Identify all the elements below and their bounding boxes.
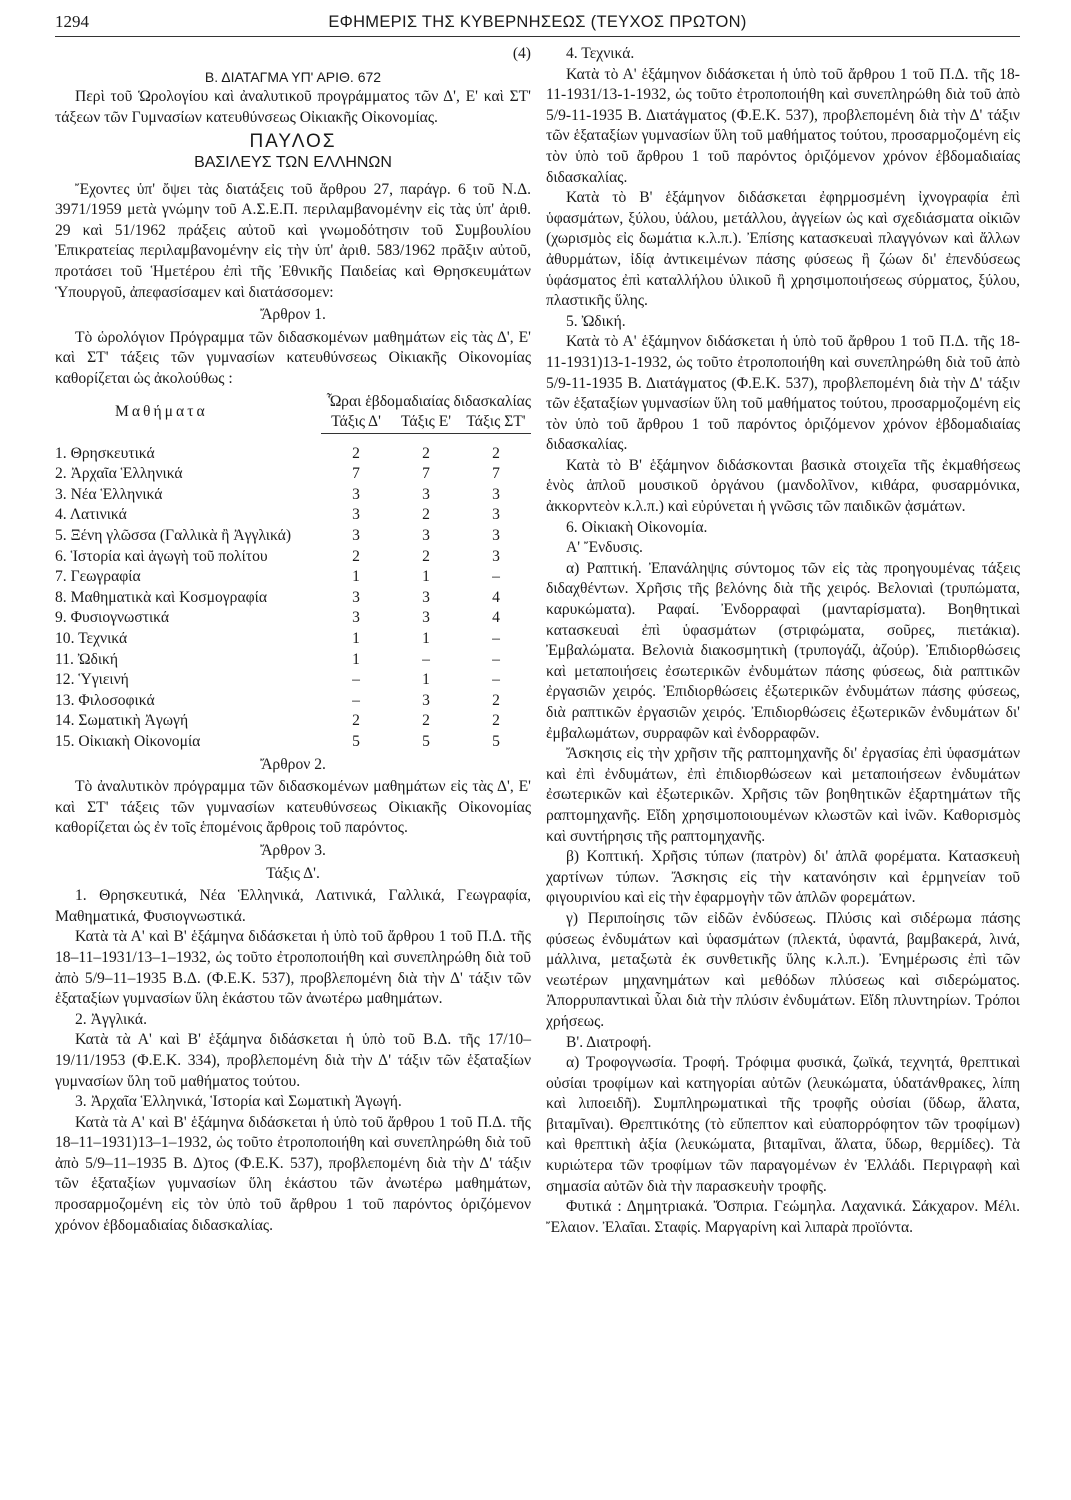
table-row <box>55 711 531 732</box>
subject-cell: 5. Ξένη γλῶσσα (Γαλλικὰ ἢ Ἀγγλικά) <box>55 527 292 545</box>
paragraph: 3. Ἀρχαῖα Ἑλληνικά, Ἱστορία καὶ Σωματικὴ Ἀγωγή. <box>75 1093 402 1111</box>
hours-cell: 1 <box>422 630 430 648</box>
paragraph: α) Ραπτική. Ἐπανάληψις σύντομος τῶν εἰς τὰς προηγουμένας τάξεις διδαχθέντων. Χρῆσις τῆς βελόνης διὰ τῆς χειρός. Βελονιαὶ (τρυπώματα, καρυκώματα). Ραφαί. Ἐνδορραφαὶ (μανταρίσματα). Βοηθητικαὶ κατασκευαὶ ἐπὶ ὑφασμάτων (στριφώματα, σοῦρες, πιετάκια). Ἐμβαλώματα. Βελονιὰ διακοσμητικὴ (τρυπογάζι, ἀζούρ). Ἐπιδιορθώσεις καὶ μεταποιήσεις ἐσωτερικῶν ἐνδυμάτων πάσης φύσεως, διὰ ραπτικῶν ἐργασιῶν χειρός. Ἐπιδιορθώσεις ἐξωτερικῶν ἐνδυμάτων πάσης φύσεως, διὰ ραπτικῶν ἐργασιῶν χειρός. Ἐπιδιορθώσεις ἐξωτερικῶν ἐνδυμάτων δι' ἐμβαλωμάτων, συρραφῶν καὶ ἐνδορραφῶν. <box>546 559 1020 742</box>
paragraph: Περὶ τοῦ Ὡρολογίου καὶ ἀναλυτικοῦ προγράμματος τῶν Δ', Ε' καὶ ΣΤ' τάξεων τῶν Γυμνασίων κατευθύνσεως Οἰκιακῆς Οἰκονομίας. <box>55 88 531 126</box>
paragraph: Β'. Διατροφή. <box>566 1033 652 1051</box>
hours-cell: 1 <box>422 671 430 689</box>
subject-cell: 14. Σωματικὴ Ἀγωγή <box>55 712 189 730</box>
subject-cell: 4. Λατινικά <box>55 506 127 524</box>
page-number: 1294 <box>55 12 89 31</box>
hours-cell: – <box>492 650 500 668</box>
right-column <box>546 44 1020 1238</box>
hours-group-header: Ὧραι ἑβδομαδιαίας διδασκαλίας <box>326 392 531 410</box>
hours-cell: 3 <box>422 609 430 627</box>
table-row <box>55 547 531 568</box>
hours-cell: 3 <box>492 485 500 503</box>
hours-cell: 3 <box>352 527 360 545</box>
paragraph: 4. Τεχνικά. <box>566 45 635 62</box>
table-row <box>55 444 531 465</box>
hours-cell: 3 <box>352 506 360 524</box>
hours-cell: 5 <box>492 733 500 750</box>
paragraph: 6. Οἰκιακὴ Οἰκονομία. <box>566 518 708 536</box>
table-spacer <box>55 433 531 444</box>
paragraph: Κατὰ τὰ Α' καὶ Β' ἑξάμηνα διδάσκεται ἡ ὑπὸ τοῦ Β.Δ. τῆς 17/10–19/11/1953 (Φ.Ε.Κ. 334), προβλεπομένη διὰ τὴν Δ' τάξιν τῶν ἑξαταξίων γυμνασίων ὕλη τοῦ μαθήματος τούτου. <box>55 1031 531 1090</box>
hours-cell: 2 <box>492 444 500 462</box>
paragraph: Φυτικά : Δημητριακά. Ὄσπρια. Γεώμηλα. Λαχανικά. Σάκχαρον. Μέλι. Ἔλαιον. Ἐλαῖαι. Σταφίς. Μαργαρίνη καὶ λιπαρὰ προϊόντα. <box>546 1198 1020 1236</box>
hours-cell: 3 <box>422 527 430 545</box>
hours-cell: 3 <box>492 506 500 524</box>
paragraph: Τὸ ἀναλυτικὸν πρόγραμμα τῶν διδασκομένων μαθημάτων εἰς τὰς Δ', Ε' καὶ ΣΤ' τάξεις τῶν γυμνασίων κατευθύνσεως Οἰκιακῆς Οἰκονομίας καθορίζεται ὡς ἐν τοῖς ἑπομένοις ἄρθροις τοῦ παρόντος. <box>55 778 531 837</box>
hours-cell: 4 <box>492 588 500 606</box>
paragraph: Κατὰ τὸ Α' ἑξάμηνον διδάσκεται ἡ ὑπὸ τοῦ ἄρθρου 1 τοῦ Π.Δ. τῆς 18-11-1931)13-1-1932, ὡς τοῦτο ἐτροποποιήθη καὶ συνεπληρώθη διὰ τοῦ ἀπὸ 5/9-11-1935 Β. Διατάγματος (Φ.Ε.Κ. 537), προβλεπομένη διὰ τὴν Δ' τάξιν τῶν ἑξαταξίων γυμνασίων ὕλη τοῦ μαθήματος τούτου, προσαρμοζομένη εἰς τὸν ὑπὸ τοῦ ἄρθρου 1 τοῦ παρόντος ὁριζόμενον χρόνον ἑβδομαδιαίας διδασκαλίας. <box>546 333 1020 454</box>
subject-cell: 7. Γεωγραφία <box>55 568 141 586</box>
paragraph: 1. Θρησκευτικά, Νέα Ἑλληνικά, Λατινικά, Γαλλικά, Γεωγραφία, Μαθηματικά, Φυσιογνωστικά. <box>55 887 531 925</box>
paragraph: Κατὰ τὸ Β' ἑξάμηνον διδάσκεται ἐφηρμοσμένη ἰχνογραφία ἐπὶ ὑφασμάτων, ξύλου, ὑάλου, μετάλλου, ἀγγείων ὡς καὶ σχεδιάσματα οἰκιῶν (χωρισμὸς εἰς δωμάτια κ.λ.π.). Ἐπίσης κατασκευαὶ πλαγγόνων καὶ ἄλλων ἀθυρμάτων, ἰδίᾳ ἀντικειμένων πάσης φύσεως ἢ ζώων δι' ἐπενδύσεως ὑφάσματος ἐπὶ καταλλήλου ὑλικοῦ ἢ χρησιμοποιήσεως σύρματος, ξύλου, πλαστικῆς ὕλης. <box>546 189 1020 310</box>
hours-cell: 2 <box>352 444 360 462</box>
paragraph: Κατὰ τὰ Α' καὶ Β' ἑξάμηνα διδάσκεται ἡ ὑπὸ τοῦ ἄρθρου 1 τοῦ Π.Δ. τῆς 18–11–1931/13–1–1932, ὡς τοῦτο ἐτροποποιήθη καὶ συνεπληρώθη διὰ τοῦ ἀπὸ 5/9–11–1935 Β.Δ. (Φ.Ε.Κ. 537), προβλεπομένη διὰ τὴν Δ' τάξιν τῶν ἑξαταξίων γυμνασίων ὕλη ἑκάστου τῶν ἀνωτέρω μαθημάτων. <box>55 928 531 1008</box>
hours-cell: – <box>352 671 360 689</box>
page-header <box>55 10 1020 37</box>
article-heading: Ἄρθρον 2. <box>260 755 326 773</box>
hours-cell: 2 <box>492 691 500 709</box>
hours-cell: – <box>492 671 500 689</box>
paragraph: Ἔχοντες ὑπ' ὄψει τὰς διατάξεις τοῦ ἄρθρου 27, παράγρ. 6 τοῦ Ν.Δ. 3971/1959 μετὰ γνώμην τοῦ Α.Σ.Ε.Π. περιλαμβανομένην εἰς τὰς ὑπ' ἀριθ. 29 καὶ 51/1962 πράξεις αὐτοῦ καὶ γνωμοδότησιν τοῦ Συμβουλίου Ἐπικρατείας περιλαμβανομένην εἰς τὴν ὑπ' ἀριθ. 583/1962 πρᾶξιν αὐτοῦ, προτάσει τοῦ Ἡμετέρου ἐπὶ τῆς Ἐθνικῆς Παιδείας καὶ Θρησκευμάτων Ὑπουργοῦ, ἀπεφασίσαμεν καὶ διατάσσομεν: <box>55 180 531 301</box>
hours-cell: 5 <box>422 733 430 750</box>
table-row <box>55 691 531 712</box>
table-row <box>55 608 531 629</box>
hours-cell: – <box>422 650 430 668</box>
subject-cell: 15. Οἰκιακὴ Οἰκονομία <box>55 733 201 750</box>
paragraph: α) Τροφογνωσία. Τροφή. Τρόφιμα φυσικά, ζωϊκά, τεχνητά, θρεπτικαὶ οὐσίαι τροφίμων καὶ κατηγορίαι αὐτῶν (λευκώματα, ὑδατάνθρακες, λίπη καὶ λιποειδῆ). Συμπληρωματικαὶ τῆς τροφῆς οὐσίαι (ὕδωρ, ἅλατα, βιταμῖναι). Θρεπτικότης (τὸ εὔπεπτον καὶ εὐαπορρόφητον τῶν τροφίμων) καὶ θρεπτικὴ ἀξία (λευκώματα, βιταμῖναι, ἅλατα, ὕδωρ, θερμίδες). Τὰ κυριώτερα τῶν τροφίμων τῶν παραγομένων ἐν Ἑλλάδι. Περιγραφὴ καὶ σημασία αὐτῶν διὰ τὴν παρασκευὴν τροφῆς. <box>546 1054 1020 1195</box>
table-row <box>55 732 531 753</box>
paragraph: Κατὰ τὰ Α' καὶ Β' ἑξάμηνα διδάσκεται ἡ ὑπὸ τοῦ ἄρθρου 1 τοῦ Π.Δ. τῆς 18–11–1931)13–1–1932, ὡς τοῦτο ἐτροποποιήθη καὶ συνεπληρώθη διὰ τοῦ ἀπὸ 5/9–11–1935 Β. Δ)τος (Φ.Ε.Κ. 537), προβλεπομένη διὰ τὴν Δ' τάξιν τῶν ἑξαταξίων γυμνασίων ὕλη ἑκάστου τῶν ἀνωτέρω μαθημάτων, προσαρμοζομένη εἰς τὸν ὑπὸ τοῦ ἄρθρου 1 τοῦ παρόντος ὁριζόμενον χρόνον ἑβδομαδιαίας διδασκαλίας. <box>55 1113 531 1234</box>
hours-cell: 2 <box>352 547 360 565</box>
subject-column-header: Μαθήματα <box>115 403 208 421</box>
subject-cell: 8. Μαθηματικὰ καὶ Κοσμογραφία <box>55 588 267 606</box>
hours-cell: 7 <box>352 465 360 483</box>
hours-cell: 2 <box>492 712 500 730</box>
hours-cell: – <box>352 691 360 709</box>
hours-cell: 7 <box>422 465 430 483</box>
left-column <box>55 44 531 1236</box>
subject-cell: 1. Θρησκευτικά <box>55 444 155 462</box>
subject-cell: 3. Νέα Ἑλληνικά <box>55 485 163 503</box>
article-heading: Ἄρθρον 3. <box>260 841 326 859</box>
subject-cell: 12. Ὑγιεινή <box>55 671 129 689</box>
table-row <box>55 567 531 588</box>
table-row <box>55 670 531 691</box>
paragraph: 2. Ἀγγλικά. <box>75 1010 147 1028</box>
hours-cell: 1 <box>422 568 430 586</box>
class-column-header: Τάξις Δ' <box>321 412 391 433</box>
table-group-header-row <box>55 392 531 413</box>
hours-cell: 2 <box>422 547 430 565</box>
hours-cell: 2 <box>422 506 430 524</box>
paragraph: β) Κοπτική. Χρῆσις τύπων (πατρὸν) δι' ἁπλᾶ φορέματα. Κατασκευὴ χαρτίνων τύπων. Ἄσκησις εἰς τὴν κατανόησιν καὶ ἑρμηνείαν τοῦ φιγουρινίου καὶ εἰς τὴν ἐφαρμογὴν τῶν ἁπλῶν φορεμάτων. <box>546 848 1020 907</box>
hours-cell: 3 <box>422 588 430 606</box>
hours-table <box>55 392 531 753</box>
table-row <box>55 588 531 609</box>
table-row <box>55 485 531 506</box>
hours-cell: 2 <box>422 444 430 462</box>
table-row <box>55 629 531 650</box>
subject-cell: 11. Ὠδική <box>55 650 119 668</box>
subject-cell: 13. Φιλοσοφικά <box>55 691 155 709</box>
hours-cell: 3 <box>492 547 500 565</box>
table-row <box>55 464 531 485</box>
hours-cell: – <box>492 630 500 648</box>
king-title: ΒΑΣΙΛΕΥΣ ΤΩΝ ΕΛΛΗΝΩΝ <box>194 153 392 171</box>
hours-cell: – <box>492 568 500 586</box>
hours-cell: 5 <box>352 733 360 750</box>
hours-cell: 3 <box>422 485 430 503</box>
paragraph: γ) Περιποίησις τῶν εἰδῶν ἐνδύσεως. Πλύσις καὶ σιδέρωμα πάσης φύσεως ἐνδυμάτων καὶ ὑφασμάτων (πλεκτά, ὑφαντά, βαμβακερά, λινά, μάλλινα, μεταξωτὰ ἐκ συνθετικῆς ὕλης κ.λ.π.). Ἐνημέρωσις ἐπὶ τῶν νεωτέρων μηχανημάτων καὶ μεθόδων πλύσεως καὶ σιδερώματος. Ἀπορρυπαντικαὶ ὗλαι διὰ τὴν πλύσιν ἐνδυμάτων. Εἴδη πλυντηρίων. Τρόποι χρήσεως. <box>546 909 1020 1030</box>
article-heading: Τάξις Δ'. <box>266 864 320 882</box>
gazette-title: ΕΦΗΜΕΡΙΣ ΤΗΣ ΚΥΒΕΡΝΗΣΕΩΣ (ΤΕΥΧΟΣ ΠΡΩΤΟΝ) <box>328 13 747 31</box>
subject-cell: 2. Ἀρχαῖα Ἑλληνικά <box>55 465 183 483</box>
king-name: ΠΑΥΛΟΣ <box>249 131 337 153</box>
hours-cell: 2 <box>352 712 360 730</box>
paragraph: 5. Ὠδική. <box>566 312 626 330</box>
paragraph: Τὸ ὡρολόγιον Πρόγραμμα τῶν διδασκομένων μαθημάτων εἰς τὰς Δ', Ε' καὶ ΣΤ' τάξεις τῶν γυμνασίων κατευθύνσεως Οἰκιακῆς Οἰκονομίας καθορίζεται ὡς ἀκολούθως : <box>55 328 531 387</box>
hours-cell: 1 <box>352 568 360 586</box>
subject-cell: 6. Ἱστορία καὶ ἀγωγὴ τοῦ πολίτου <box>55 547 268 565</box>
hours-cell: 7 <box>492 465 500 483</box>
hours-cell: 1 <box>352 650 360 668</box>
decree-title: Β. ΔΙΑΤΑΓΜΑ ΥΠ' ΑΡΙΘ. 672 <box>204 68 382 85</box>
paragraph: Κατὰ τὸ Β' ἑξάμηνον διδάσκονται βασικὰ στοιχεῖα τῆς ἐκμαθήσεως ἑνὸς ἁπλοῦ μουσικοῦ ὀργάνου (μανδολῖνον, κιθάρα, φυσαρμόνικα, ἀκκορντεὸν κ.λ.π.) καὶ εὐρύνεται ἡ γνῶσις τῶν παιδικῶν ᾀσμάτων. <box>546 456 1020 516</box>
hours-cell: 3 <box>492 527 500 545</box>
class-column-header: Τάξις ΣΤ' <box>461 412 531 433</box>
class-column-header: Τάξις Ε' <box>391 412 461 433</box>
subject-cell: 10. Τεχνικά <box>55 630 128 648</box>
hours-cell: 3 <box>352 588 360 606</box>
article-heading: Ἄρθρον 1. <box>260 306 326 324</box>
table-row <box>55 650 531 671</box>
hours-cell: 4 <box>492 609 500 627</box>
paragraph: Ἄσκησις εἰς τὴν χρῆσιν τῆς ραπτομηχανῆς δι' ἐργασίας ἐπὶ ὑφασμάτων καὶ ἐπὶ ἐνδυμάτων, ἐπὶ ἐπιδιορθώσεων καὶ μεταποιήσεων ἐνδυμάτων ἐσωτερικῶν καὶ ἐξωτερικῶν. Χρῆσις τῶν βοηθητικῶν ἐξαρτημάτων τῆς ραπτομηχανῆς. Εἴδη χρησιμοποιουμένων κλωστῶν καὶ ἰνῶν. Καθορισμὸς καὶ συντήρησις τῆς ραπτομηχανῆς. <box>546 745 1020 845</box>
hours-cell: 3 <box>422 691 430 709</box>
table-row <box>55 526 531 547</box>
hours-cell: 1 <box>352 630 360 648</box>
paragraph: Κατὰ τὸ Α' ἑξάμηνον διδάσκεται ἡ ὑπὸ τοῦ ἄρθρου 1 τοῦ Π.Δ. τῆς 18-11-1931/13-1-1932, ὡς τοῦτο ἐτροποποιήθη καὶ συνεπληρώθη διὰ τοῦ ἀπὸ 5/9-11-1935 Β. Διατάγματος (Φ.Ε.Κ. 537), προβλεπομένη διὰ τὴν Δ' τάξιν τῶν ἑξαταξίων γυμνασίων ὕλη τοῦ μαθήματος τούτου, προσαρμοζομένη εἰς τὸν ὑπὸ τοῦ ἄρθρου 1 τοῦ παρόντος ὁριζόμενον χρόνον ἑβδομαδιαίας διδασκαλίας. <box>546 65 1020 186</box>
hours-cell: 3 <box>352 485 360 503</box>
hours-cell: 3 <box>352 609 360 627</box>
subject-cell: 9. Φυσιογνωστικά <box>55 609 170 627</box>
table-row <box>55 505 531 526</box>
decree-number-marker: (4) <box>512 45 531 62</box>
paragraph: Α' Ἔνδυσις. <box>566 539 643 557</box>
hours-cell: 2 <box>422 712 430 730</box>
